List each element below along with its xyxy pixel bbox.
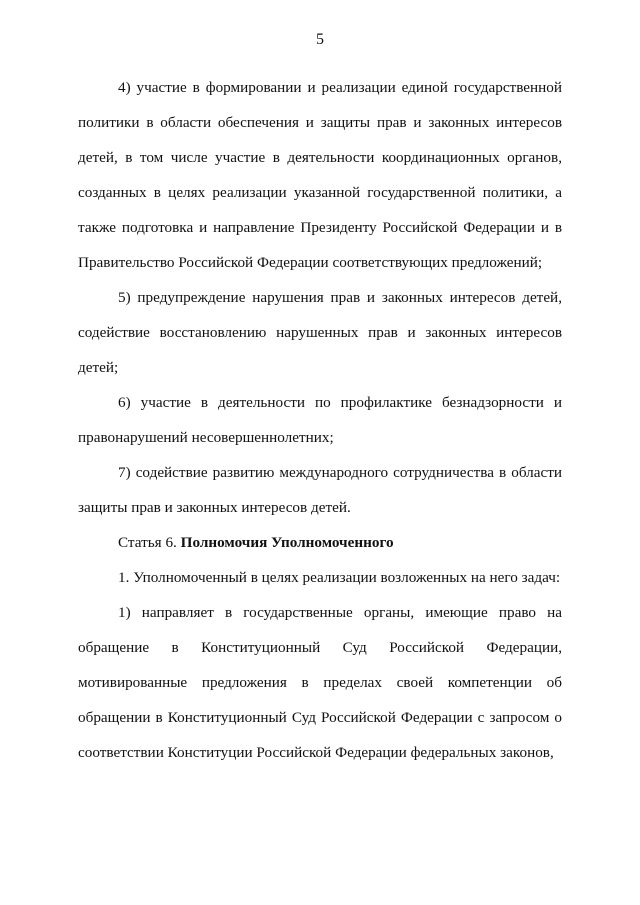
- paragraph-item-7: 7) содействие развитию международного сотрудничества в области защиты прав и законных интересов детей.: [78, 464, 562, 516]
- paragraph-item-6: 6) участие в деятельности по профилактике безнадзорности и правонарушений несовершеннолетних;: [78, 394, 562, 446]
- article-heading: [78, 525, 562, 560]
- document-body: [78, 70, 562, 770]
- paragraph-item-5: 5) предупреждение нарушения прав и законных интересов детей, содействие восстановлению нарушенных прав и законных интересов детей;: [78, 289, 562, 376]
- page-number: 5: [316, 31, 324, 48]
- clause-1: 1. Уполномоченный в целях реализации возложенных на него задач:: [118, 569, 561, 586]
- paragraph-item-4: 4) участие в формировании и реализации единой государственной политики в области обеспечения и защиты прав и законных интересов детей, в том числе участие в деятельности координационных органов, созданных в целях реализации указанной государственной политики, а также подготовка и направление Президенту Российской Федерации и в Правительство Российской Федерации соответствующих предложений;: [78, 79, 562, 271]
- article-prefix: Статья 6.: [118, 534, 177, 551]
- article-title: Полномочия Уполномоченного: [180, 534, 394, 551]
- clause-1-item-1: 1) направляет в государственные органы, имеющие право на обращение в Конституционный Суд Российской Федерации, мотивированные предложения в пределах своей компетенции об обращении в Конституционный Суд Российской Федерации с запросом о соответствии Конституции Российской Федерации федеральных законов,: [78, 604, 562, 761]
